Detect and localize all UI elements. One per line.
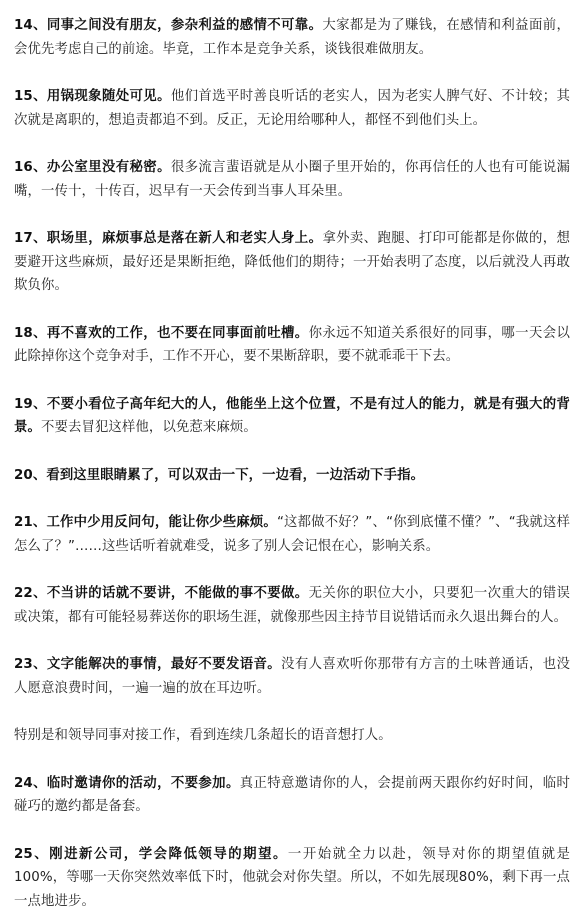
paragraph-14 [14,14,570,61]
paragraph-text: “这都做不好？”、“你到底懂不懂？”、“我就这样怎么了？”……这些话听着就难受，说多了别人会记恨在心，影响关系。 [14,515,570,554]
paragraph-number: 22、 [14,586,47,601]
paragraph-23 [14,653,570,700]
paragraph-lead: 同事之间没有朋友，参杂利益的感情不可靠。 [47,18,322,33]
paragraph-lead: 不要小看位子高年纪大的人，他能坐上这个位置，不是有过人的能力，就是有强大的背景。 [14,397,570,436]
paragraph-21 [14,511,570,558]
paragraph-text: 特别是和领导同事对接工作，看到连续几条超长的语音想打人。 [14,728,392,743]
paragraph-lead: 职场里，麻烦事总是落在新人和老实人身上。 [47,231,322,246]
paragraph-number: 14、 [14,18,47,33]
paragraph-15 [14,85,570,132]
paragraph-text: 不要去冒犯这样他，以免惹来麻烦。 [41,420,257,435]
paragraph-text: 拿外卖、跑腿、打印可能都是你做的，想要避开这些麻烦，最好还是果断拒绝，降低他们的期待；一开始表明了态度，以后就没人再敢欺负你。 [14,231,570,293]
paragraph-lead: 看到这里眼睛累了，可以双击一下，一边看，一边活动下手指。 [46,468,424,483]
paragraph-number: 15、 [14,89,47,104]
paragraph-number: 25、 [14,847,49,862]
paragraph-lead: 再不喜欢的工作，也不要在同事面前吐槽。 [47,326,309,341]
paragraph-17 [14,227,570,298]
paragraph-22 [14,582,570,629]
paragraph-lead: 工作中少用反问句，能让你少些麻烦。 [46,515,276,530]
paragraph-20 [14,464,570,488]
paragraph-number: 20、 [14,468,46,483]
paragraph-25 [14,843,570,913]
paragraph-lead: 不当讲的话就不要讲，不能做的事不要做。 [47,586,309,601]
paragraph-number: 16、 [14,160,47,175]
paragraph-lead: 办公室里没有秘密。 [47,160,171,175]
paragraph-number: 19、 [14,397,47,412]
paragraph-24 [14,772,570,819]
paragraph-18 [14,322,570,369]
paragraph-text: 大家都是为了赚钱，在感情和利益面前，会优先考虑自己的前途。毕竟，工作本是竞争关系，谈钱很难做朋友。 [14,18,570,57]
paragraph-text: 真正特意邀请你的人，会提前两天跟你约好时间，临时碰巧的邀约都是备套。 [14,776,570,815]
paragraph-lead: 临时邀请你的活动，不要参加。 [47,776,240,791]
paragraph-text: 没有人喜欢听你那带有方言的土味普通话，也没人愿意浪费时间，一遍一遍的放在耳边听。 [14,657,570,696]
paragraph-lead: 刚进新公司，学会降低领导的期望。 [49,847,288,862]
paragraph-text: 你永远不知道关系很好的同事，哪一天会以此除掉你这个竞争对手，工作不开心，要不果断辞职，要不就乖乖干下去。 [14,326,570,365]
paragraph-number: 17、 [14,231,47,246]
paragraph-number: 23、 [14,657,47,672]
paragraph-number: 18、 [14,326,47,341]
paragraph-text: 他们首选平时善良听话的老实人，因为老实人脾气好、不计较；其次就是离职的，想追责都追不到。反正，无论用给哪种人，都怪不到他们头上。 [14,89,570,128]
paragraph-19 [14,393,570,440]
paragraph-text: 一开始就全力以赴，领导对你的期望值就是100%，等哪一天你突然效率低下时，他就会对你失望。所以，不如先展现80%，剩下再一点一点地进步。 [14,847,570,909]
paragraph-lead: 文字能解决的事情，最好不要发语音。 [47,657,281,672]
paragraph-16 [14,156,570,203]
paragraph-number: 21、 [14,515,46,530]
paragraph-text: 无关你的职位大小，只要犯一次重大的错误或决策，都有可能轻易葬送你的职场生涯，就像那些因主持节目说错话而永久退出舞台的人。 [14,586,570,625]
paragraph-23-followup [14,724,570,748]
paragraph-text: 很多流言蜚语就是从小圈子里开始的，你再信任的人也有可能说漏嘴，一传十，十传百，迟早有一天会传到当事人耳朵里。 [14,160,570,199]
paragraph-lead: 用锅现象随处可见。 [47,89,171,104]
paragraph-number: 24、 [14,776,47,791]
